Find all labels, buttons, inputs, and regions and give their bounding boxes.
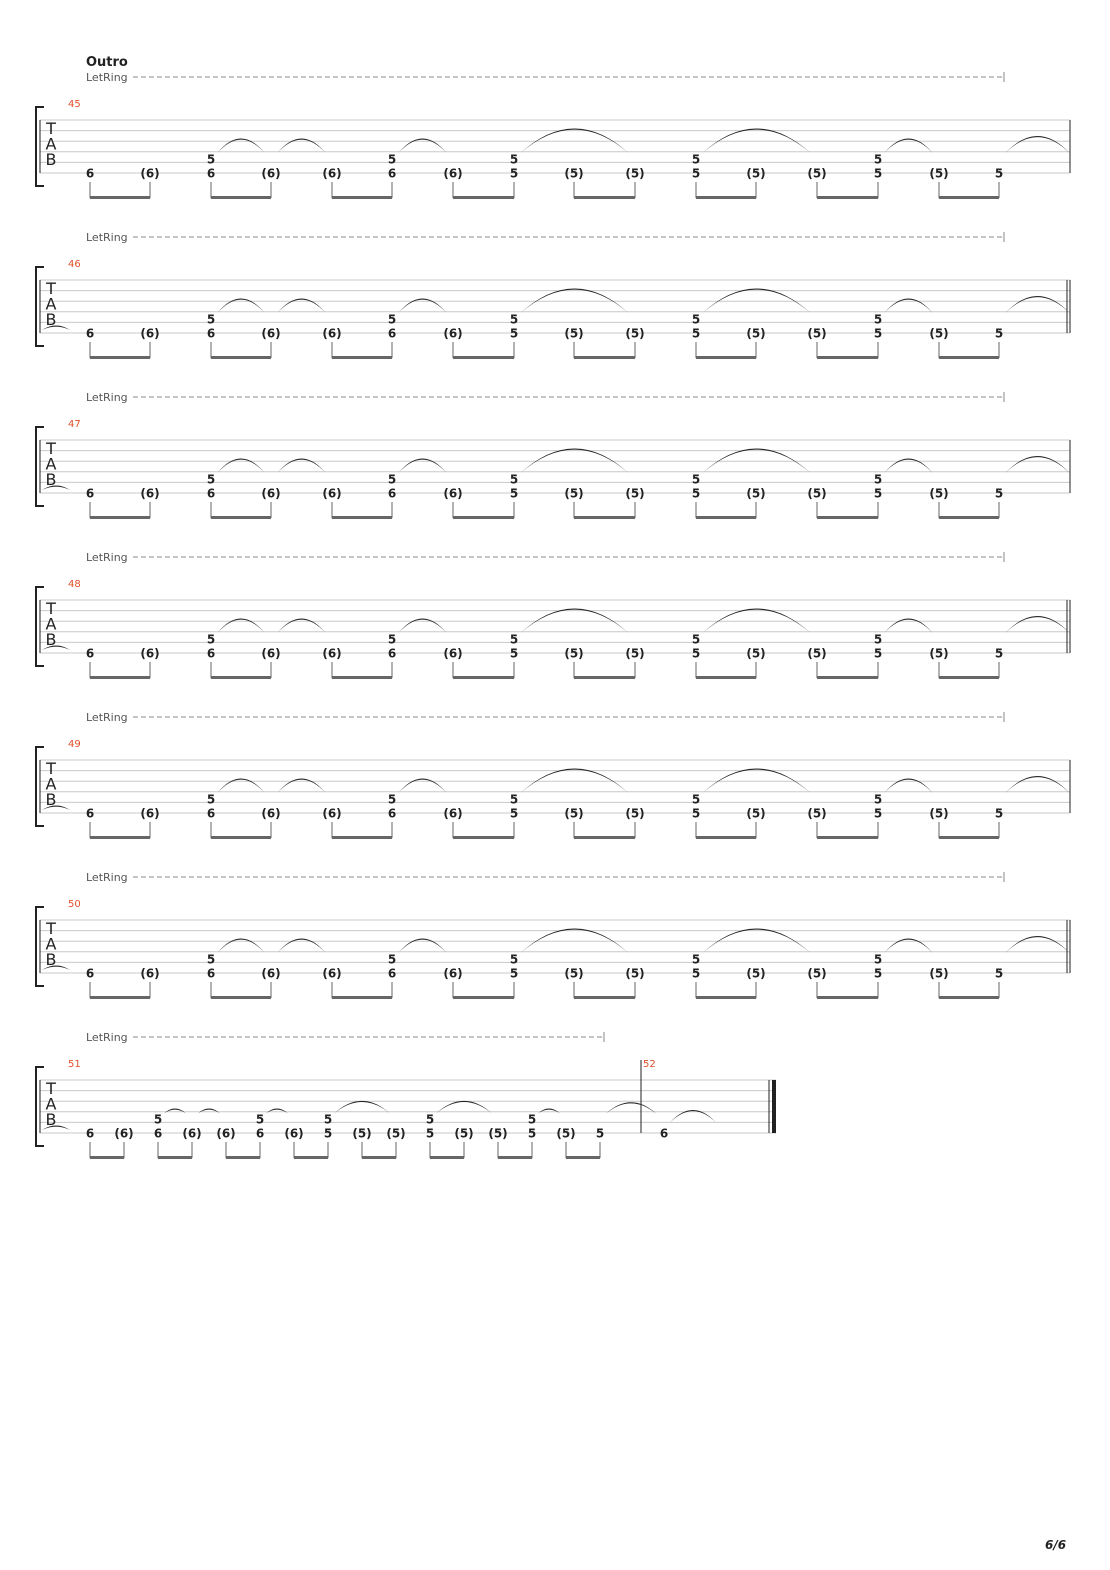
fret-number: (5)	[352, 1126, 372, 1141]
measure-number: 48	[68, 579, 81, 590]
fret-number: 6	[387, 326, 397, 341]
fret-number: 5	[994, 646, 1004, 661]
tab-clef-letter: B	[45, 790, 57, 809]
fret-number: 5	[387, 952, 397, 967]
note-beam	[817, 516, 878, 519]
fret-number: 5	[206, 632, 216, 647]
let-ring-label: LetRing	[86, 71, 128, 84]
fret-number: (5)	[564, 646, 584, 661]
fret-number: (6)	[114, 1126, 134, 1141]
fret-number: 5	[509, 166, 519, 181]
let-ring-label: LetRing	[86, 871, 128, 884]
fret-number: 5	[994, 806, 1004, 821]
note-beam	[574, 196, 635, 199]
fret-number: (5)	[564, 806, 584, 821]
fret-number: 5	[509, 966, 519, 981]
note-beam	[453, 356, 514, 359]
note-beam	[939, 356, 999, 359]
fret-number: 6	[255, 1126, 265, 1141]
note-beam	[453, 196, 514, 199]
fret-number: 6	[206, 646, 216, 661]
fret-number: (6)	[322, 326, 342, 341]
tie-arc	[1005, 616, 1070, 634]
note-beam	[566, 1156, 600, 1159]
tie-arc	[1005, 936, 1070, 954]
fret-number: 5	[527, 1112, 537, 1127]
note-beam	[294, 1156, 328, 1159]
fret-number: 6	[85, 646, 95, 661]
fret-number: 5	[873, 952, 883, 967]
fret-number: 6	[387, 166, 397, 181]
note-beam	[90, 676, 150, 679]
note-beam	[90, 516, 150, 519]
fret-number: 5	[387, 472, 397, 487]
fret-number: 6	[85, 486, 95, 501]
fret-number: 5	[387, 632, 397, 647]
note-beam	[939, 996, 999, 999]
fret-number: 5	[691, 632, 701, 647]
fret-number: 5	[153, 1112, 163, 1127]
note-beam	[90, 196, 150, 199]
fret-number: 5	[509, 312, 519, 327]
fret-number: 5	[873, 966, 883, 981]
fret-number: 5	[387, 792, 397, 807]
tie-arc	[164, 1109, 186, 1114]
fret-number: 6	[85, 806, 95, 821]
note-beam	[453, 996, 514, 999]
fret-number: 6	[85, 966, 95, 981]
note-beam	[90, 996, 150, 999]
note-beam	[817, 356, 878, 359]
note-beam	[574, 836, 635, 839]
fret-number: 5	[255, 1112, 265, 1127]
fret-number: 5	[691, 806, 701, 821]
note-beam	[332, 196, 392, 199]
fret-number: 5	[527, 1126, 537, 1141]
note-beam	[158, 1156, 192, 1159]
fret-number: (6)	[284, 1126, 304, 1141]
fret-number: 5	[873, 312, 883, 327]
fret-number: 5	[873, 792, 883, 807]
fret-number: 5	[873, 166, 883, 181]
fret-number: 5	[206, 952, 216, 967]
fret-number: (5)	[625, 966, 645, 981]
fret-number: (6)	[140, 326, 160, 341]
note-beam	[939, 836, 999, 839]
tab-clef-letter: B	[45, 310, 57, 329]
tie-arc	[198, 1109, 220, 1114]
tab-clef-letter: A	[45, 134, 57, 154]
fret-number: 5	[873, 632, 883, 647]
note-beam	[696, 996, 756, 999]
fret-number: (5)	[807, 646, 827, 661]
note-beam	[430, 1156, 464, 1159]
measure-number: 46	[68, 259, 81, 270]
note-beam	[211, 516, 271, 519]
fret-number: 5	[206, 152, 216, 167]
fret-number: 5	[994, 166, 1004, 181]
fret-number: 6	[206, 166, 216, 181]
fret-number: (5)	[746, 326, 766, 341]
let-ring-label: LetRing	[86, 231, 128, 244]
tab-clef-letter: T	[46, 119, 56, 138]
note-beam	[453, 516, 514, 519]
note-beam	[332, 996, 392, 999]
note-beam	[696, 836, 756, 839]
fret-number: (5)	[625, 166, 645, 181]
note-beam	[332, 676, 392, 679]
fret-number: (5)	[564, 486, 584, 501]
note-beam	[939, 676, 999, 679]
tab-clef-letter: A	[45, 1094, 57, 1114]
note-beam	[453, 676, 514, 679]
tie-arc	[1005, 136, 1070, 154]
fret-number: (6)	[261, 326, 281, 341]
tab-clef-letter: A	[45, 614, 57, 634]
tie-arc	[1005, 456, 1070, 474]
fret-number: 5	[994, 326, 1004, 341]
tie-arc	[1005, 296, 1070, 314]
fret-number: (6)	[140, 646, 160, 661]
fret-number: 5	[691, 472, 701, 487]
measure-number: 51	[68, 1059, 81, 1070]
fret-number: (6)	[443, 966, 463, 981]
fret-number: (6)	[261, 646, 281, 661]
tab-clef-letter: A	[45, 294, 57, 314]
note-beam	[332, 516, 392, 519]
fret-number: (5)	[625, 806, 645, 821]
note-beam	[696, 196, 756, 199]
fret-number: (5)	[746, 486, 766, 501]
note-beam	[696, 676, 756, 679]
fret-number: 6	[206, 486, 216, 501]
fret-number: (6)	[261, 806, 281, 821]
fret-number: 6	[85, 166, 95, 181]
note-beam	[332, 356, 392, 359]
fret-number: 6	[387, 806, 397, 821]
fret-number: (5)	[929, 966, 949, 981]
measure-number: 47	[68, 419, 81, 430]
note-beam	[696, 356, 756, 359]
fret-number: 5	[691, 792, 701, 807]
note-beam	[332, 836, 392, 839]
fret-number: (5)	[807, 166, 827, 181]
note-beam	[817, 836, 878, 839]
tab-clef-letter: B	[45, 950, 57, 969]
note-beam	[574, 516, 635, 519]
fret-number: 5	[509, 486, 519, 501]
measure-number: 52	[643, 1059, 656, 1070]
fret-number: (6)	[182, 1126, 202, 1141]
fret-number: 5	[994, 486, 1004, 501]
fret-number: (5)	[625, 486, 645, 501]
fret-number: 6	[85, 1126, 95, 1141]
note-beam	[90, 1156, 124, 1159]
fret-number: 5	[509, 472, 519, 487]
fret-number: (5)	[807, 326, 827, 341]
let-ring-label: LetRing	[86, 1031, 128, 1044]
fret-number: (5)	[564, 966, 584, 981]
note-beam	[226, 1156, 260, 1159]
tab-clef-letter: T	[46, 279, 56, 298]
fret-number: (5)	[746, 806, 766, 821]
fret-number: (5)	[564, 166, 584, 181]
fret-number: 5	[509, 632, 519, 647]
note-beam	[211, 196, 271, 199]
fret-number: (6)	[140, 486, 160, 501]
fret-number: 5	[323, 1112, 333, 1127]
tie-arc	[266, 1109, 288, 1114]
fret-number: 5	[691, 486, 701, 501]
fret-number: (6)	[216, 1126, 236, 1141]
fret-number: 5	[509, 792, 519, 807]
fret-number: 5	[206, 792, 216, 807]
fret-number: (6)	[322, 646, 342, 661]
fret-number: 6	[659, 1126, 669, 1141]
fret-number: (6)	[261, 166, 281, 181]
fret-number: 5	[206, 312, 216, 327]
fret-number: 5	[387, 152, 397, 167]
fret-number: (5)	[625, 646, 645, 661]
final-bar-thick	[772, 1080, 776, 1133]
fret-number: 6	[387, 966, 397, 981]
fret-number: 5	[691, 646, 701, 661]
note-beam	[574, 996, 635, 999]
fret-number: (5)	[454, 1126, 474, 1141]
note-beam	[211, 356, 271, 359]
fret-number: (5)	[556, 1126, 576, 1141]
fret-number: (6)	[443, 326, 463, 341]
fret-number: (5)	[746, 646, 766, 661]
note-beam	[696, 516, 756, 519]
fret-number: (6)	[443, 166, 463, 181]
fret-number: 5	[387, 312, 397, 327]
fret-number: 5	[873, 472, 883, 487]
note-beam	[211, 836, 271, 839]
fret-number: (5)	[929, 166, 949, 181]
note-beam	[498, 1156, 532, 1159]
note-beam	[362, 1156, 396, 1159]
fret-number: 6	[206, 966, 216, 981]
fret-number: (6)	[140, 166, 160, 181]
fret-number: (5)	[488, 1126, 508, 1141]
fret-number: 5	[691, 166, 701, 181]
let-ring-label: LetRing	[86, 551, 128, 564]
fret-number: (6)	[322, 966, 342, 981]
fret-number: 6	[206, 326, 216, 341]
fret-number: 5	[873, 152, 883, 167]
fret-number: (5)	[929, 486, 949, 501]
fret-number: (5)	[807, 966, 827, 981]
fret-number: 5	[994, 966, 1004, 981]
tab-clef-letter: B	[45, 150, 57, 169]
fret-number: (6)	[322, 806, 342, 821]
fret-number: 6	[387, 646, 397, 661]
fret-number: 5	[691, 966, 701, 981]
note-beam	[90, 836, 150, 839]
measure-number: 45	[68, 99, 81, 110]
fret-number: 5	[873, 646, 883, 661]
note-beam	[574, 356, 635, 359]
note-beam	[817, 996, 878, 999]
tab-clef-letter: B	[45, 630, 57, 649]
tab-clef-letter: T	[46, 439, 56, 458]
fret-number: 5	[425, 1126, 435, 1141]
fret-number: (5)	[929, 646, 949, 661]
tie-arc	[1005, 776, 1070, 794]
fret-number: 5	[509, 646, 519, 661]
fret-number: 5	[691, 152, 701, 167]
measure-number: 49	[68, 739, 81, 750]
fret-number: (5)	[807, 486, 827, 501]
fret-number: (6)	[140, 806, 160, 821]
section-title: Outro	[86, 55, 128, 70]
note-beam	[939, 196, 999, 199]
fret-number: 5	[509, 326, 519, 341]
fret-number: 5	[873, 326, 883, 341]
page-number: 6/6	[1045, 1538, 1067, 1552]
tab-clef-letter: A	[45, 774, 57, 794]
note-beam	[817, 676, 878, 679]
fret-number: (6)	[322, 166, 342, 181]
fret-number: 6	[206, 806, 216, 821]
fret-number: (6)	[261, 966, 281, 981]
note-beam	[211, 996, 271, 999]
let-ring-label: LetRing	[86, 711, 128, 724]
tab-clef-letter: B	[45, 1110, 57, 1129]
fret-number: (5)	[746, 966, 766, 981]
fret-number: (6)	[322, 486, 342, 501]
note-beam	[939, 516, 999, 519]
fret-number: (5)	[929, 806, 949, 821]
fret-number: (5)	[564, 326, 584, 341]
note-beam	[817, 196, 878, 199]
note-beam	[453, 836, 514, 839]
fret-number: 6	[387, 486, 397, 501]
fret-number: 5	[691, 312, 701, 327]
fret-number: 5	[595, 1126, 605, 1141]
fret-number: 5	[873, 806, 883, 821]
fret-number: (5)	[746, 166, 766, 181]
tab-clef-letter: T	[46, 919, 56, 938]
fret-number: 5	[509, 806, 519, 821]
fret-number: 5	[691, 952, 701, 967]
measure-number: 50	[68, 899, 81, 910]
note-beam	[90, 356, 150, 359]
fret-number: (6)	[261, 486, 281, 501]
fret-number: 5	[691, 326, 701, 341]
fret-number: 5	[425, 1112, 435, 1127]
fret-number: 6	[153, 1126, 163, 1141]
fret-number: (6)	[443, 486, 463, 501]
fret-number: 5	[509, 152, 519, 167]
fret-number: 5	[873, 486, 883, 501]
tab-clef-letter: A	[45, 934, 57, 954]
note-beam	[211, 676, 271, 679]
tab-clef-letter: T	[46, 1079, 56, 1098]
fret-number: (5)	[807, 806, 827, 821]
fret-number: (6)	[443, 646, 463, 661]
fret-number: 5	[509, 952, 519, 967]
fret-number: 6	[85, 326, 95, 341]
note-beam	[574, 676, 635, 679]
fret-number: 5	[323, 1126, 333, 1141]
fret-number: (5)	[625, 326, 645, 341]
tab-clef-letter: T	[46, 599, 56, 618]
fret-number: 5	[206, 472, 216, 487]
tab-clef-letter: B	[45, 470, 57, 489]
tab-clef-letter: A	[45, 454, 57, 474]
fret-number: (5)	[929, 326, 949, 341]
tab-clef-letter: T	[46, 759, 56, 778]
tie-arc	[538, 1109, 560, 1114]
fret-number: (6)	[443, 806, 463, 821]
fret-number: (5)	[386, 1126, 406, 1141]
fret-number: (6)	[140, 966, 160, 981]
let-ring-label: LetRing	[86, 391, 128, 404]
